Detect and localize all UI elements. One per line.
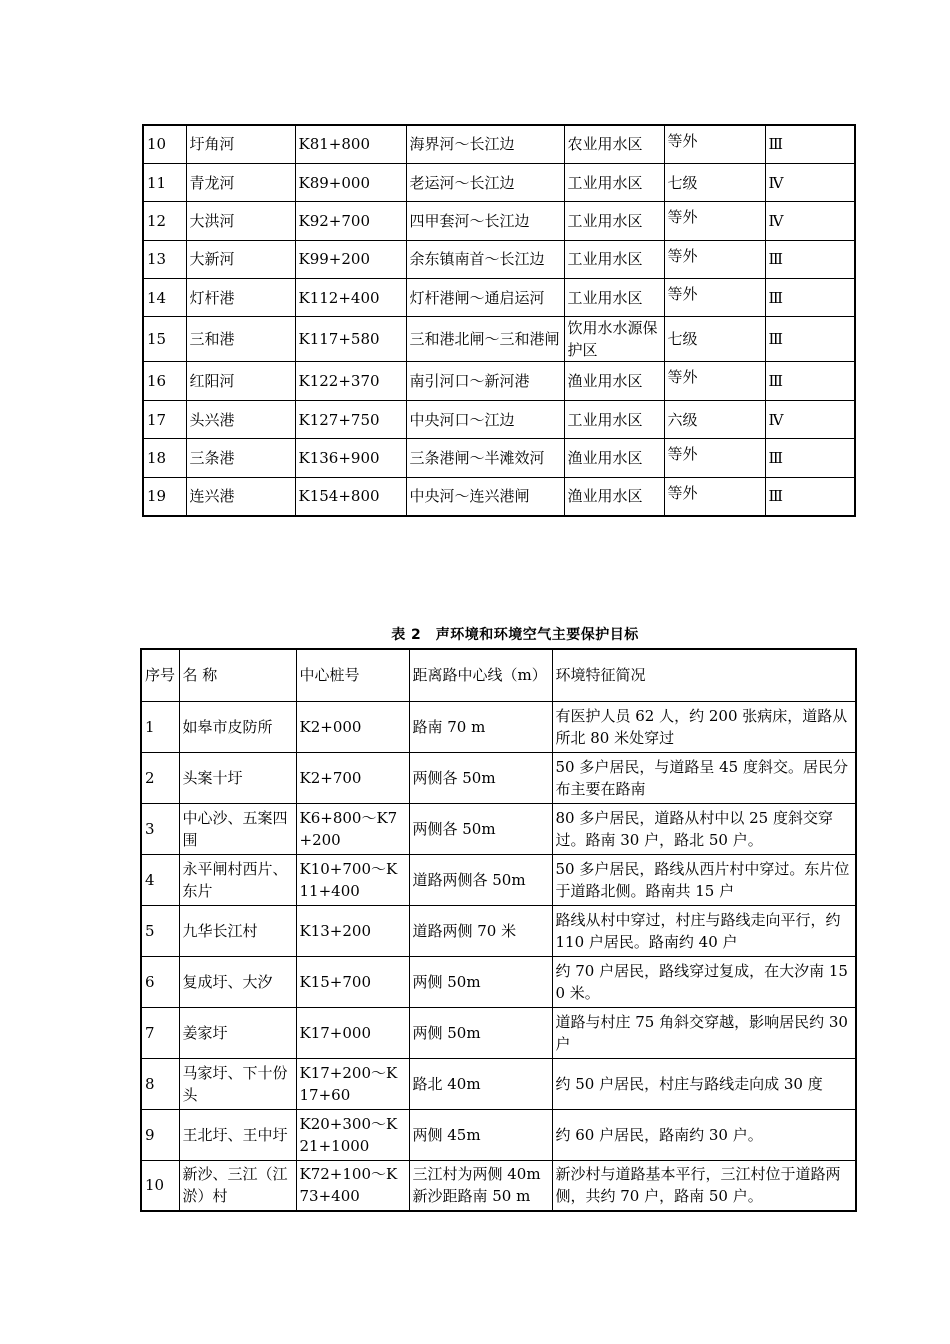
cell-class: Ⅲ	[765, 240, 855, 278]
cell-function: 渔业用水区	[564, 477, 664, 515]
cell-name: 姜家圩	[179, 1007, 296, 1058]
table-row	[143, 202, 855, 240]
cell-class: Ⅲ	[765, 439, 855, 477]
header-no: 序号	[141, 649, 179, 701]
cell-no: 8	[141, 1058, 179, 1109]
table-row	[141, 1160, 856, 1211]
cell-stake: K136+900	[295, 439, 406, 477]
table-row	[141, 803, 856, 854]
cell-no: 6	[141, 956, 179, 1007]
cell-desc: 新沙村与道路基本平行，三江村位于道路两侧，共约 70 户，路南 50 户。	[552, 1160, 856, 1211]
cell-section: 中央河口～江边	[406, 400, 564, 438]
cell-name: 连兴港	[186, 477, 295, 515]
cell-name: 马家圩、下十份头	[179, 1058, 296, 1109]
table-row	[143, 439, 855, 477]
cell-stake: K112+400	[295, 279, 406, 317]
cell-function: 工业用水区	[564, 202, 664, 240]
cell-distance: 路北 40m	[409, 1058, 552, 1109]
table-row	[143, 125, 855, 163]
cell-no: 16	[143, 362, 186, 400]
cell-stake: K92+700	[295, 202, 406, 240]
header-name: 名 称	[179, 649, 296, 701]
cell-section: 四甲套河～长江边	[406, 202, 564, 240]
cell-desc: 约 50 户居民，村庄与路线走向成 30 度	[552, 1058, 856, 1109]
table-row	[141, 752, 856, 803]
cell-grade: 等外	[664, 477, 765, 515]
cell-no: 10	[141, 1160, 179, 1211]
cell-distance: 路南 70 m	[409, 701, 552, 752]
cell-name: 头兴港	[186, 400, 295, 438]
cell-desc: 路线从村中穿过，村庄与路线走向平行，约 110 户居民。路南约 40 户	[552, 905, 856, 956]
cell-stake: K154+800	[295, 477, 406, 515]
water-function-table-body	[143, 125, 855, 516]
cell-desc: 50 多户居民，与道路呈 45 度斜交。居民分布主要在路南	[552, 752, 856, 803]
table-row	[141, 1007, 856, 1058]
cell-name: 大洪河	[186, 202, 295, 240]
cell-name: 复成圩、大汐	[179, 956, 296, 1007]
cell-name: 大新河	[186, 240, 295, 278]
cell-no: 5	[141, 905, 179, 956]
header-desc: 环境特征简况	[552, 649, 856, 701]
cell-stake: K89+000	[295, 163, 406, 201]
table-row	[143, 477, 855, 515]
cell-section: 老运河～长江边	[406, 163, 564, 201]
table-row	[141, 1109, 856, 1160]
cell-no: 9	[141, 1109, 179, 1160]
table-row	[143, 240, 855, 278]
header-distance: 距离路中心线（m）	[409, 649, 552, 701]
cell-desc: 有医护人员 62 人，约 200 张病床，道路从所北 80 米处穿过	[552, 701, 856, 752]
cell-stake: K81+800	[295, 125, 406, 163]
cell-distance: 道路两侧各 50m	[409, 854, 552, 905]
cell-stake: K15+700	[296, 956, 409, 1007]
cell-function: 饮用水水源保护区	[564, 317, 664, 362]
table-row	[141, 956, 856, 1007]
cell-class: Ⅲ	[765, 279, 855, 317]
cell-no: 12	[143, 202, 186, 240]
table-header-row	[141, 649, 856, 701]
cell-stake: K10+700～K11+400	[296, 854, 409, 905]
cell-stake: K17+000	[296, 1007, 409, 1058]
cell-no: 10	[143, 125, 186, 163]
cell-section: 灯杆港闸～通启运河	[406, 279, 564, 317]
cell-no: 7	[141, 1007, 179, 1058]
cell-name: 如皋市皮防所	[179, 701, 296, 752]
cell-grade: 等外	[664, 125, 765, 163]
cell-no: 13	[143, 240, 186, 278]
cell-grade: 等外	[664, 202, 765, 240]
cell-section: 三和港北闸～三和港闸	[406, 317, 564, 362]
cell-desc: 约 70 户居民，路线穿过复成，在大汐南 150 米。	[552, 956, 856, 1007]
cell-class: Ⅲ	[765, 125, 855, 163]
cell-grade: 七级	[664, 163, 765, 201]
cell-class: Ⅲ	[765, 362, 855, 400]
cell-desc: 50 多户居民，路线从西片村中穿过。东片位于道路北侧。路南共 15 户	[552, 854, 856, 905]
cell-section: 南引河口～新河港	[406, 362, 564, 400]
cell-distance: 两侧 50m	[409, 1007, 552, 1058]
table-row	[141, 905, 856, 956]
cell-no: 15	[143, 317, 186, 362]
cell-stake: K17+200～K17+60	[296, 1058, 409, 1109]
cell-stake: K127+750	[295, 400, 406, 438]
cell-distance: 两侧 50m	[409, 956, 552, 1007]
cell-class: Ⅳ	[765, 202, 855, 240]
cell-grade: 等外	[664, 362, 765, 400]
cell-function: 工业用水区	[564, 240, 664, 278]
table2-caption: 表 2 声环境和环境空气主要保护目标	[391, 627, 639, 643]
cell-no: 11	[143, 163, 186, 201]
protection-target-table-body	[141, 701, 856, 1211]
cell-name: 九华长江村	[179, 905, 296, 956]
table-row	[141, 1058, 856, 1109]
cell-stake: K122+370	[295, 362, 406, 400]
cell-name: 头案十圩	[179, 752, 296, 803]
cell-section: 海界河～长江边	[406, 125, 564, 163]
cell-function: 工业用水区	[564, 163, 664, 201]
protection-target-table	[140, 648, 857, 1212]
cell-grade: 等外	[664, 279, 765, 317]
cell-grade: 七级	[664, 317, 765, 362]
header-stake: 中心桩号	[296, 649, 409, 701]
cell-stake: K6+800～K7+200	[296, 803, 409, 854]
cell-no: 1	[141, 701, 179, 752]
cell-section: 余东镇南首～长江边	[406, 240, 564, 278]
cell-section: 三条港闸～半滩效河	[406, 439, 564, 477]
cell-stake: K13+200	[296, 905, 409, 956]
cell-name: 永平闸村西片、东片	[179, 854, 296, 905]
cell-name: 三和港	[186, 317, 295, 362]
cell-function: 工业用水区	[564, 400, 664, 438]
cell-no: 3	[141, 803, 179, 854]
cell-no: 17	[143, 400, 186, 438]
cell-grade: 等外	[664, 439, 765, 477]
cell-distance: 两侧各 50m	[409, 752, 552, 803]
table-row	[143, 362, 855, 400]
cell-name: 圩角河	[186, 125, 295, 163]
cell-name: 新沙、三江（江淤）村	[179, 1160, 296, 1211]
cell-function: 工业用水区	[564, 279, 664, 317]
cell-name: 红阳河	[186, 362, 295, 400]
cell-stake: K2+000	[296, 701, 409, 752]
table-row	[143, 163, 855, 201]
table-row	[143, 279, 855, 317]
cell-no: 19	[143, 477, 186, 515]
cell-no: 4	[141, 854, 179, 905]
cell-stake: K72+100～K73+400	[296, 1160, 409, 1211]
cell-no: 2	[141, 752, 179, 803]
cell-grade: 等外	[664, 240, 765, 278]
cell-no: 18	[143, 439, 186, 477]
cell-distance: 道路两侧 70 米	[409, 905, 552, 956]
cell-function: 渔业用水区	[564, 439, 664, 477]
table-row	[141, 854, 856, 905]
cell-class: Ⅳ	[765, 400, 855, 438]
cell-desc: 约 60 户居民，路南约 30 户。	[552, 1109, 856, 1160]
cell-function: 农业用水区	[564, 125, 664, 163]
cell-name: 三条港	[186, 439, 295, 477]
cell-class: Ⅲ	[765, 317, 855, 362]
cell-distance: 两侧 45m	[409, 1109, 552, 1160]
cell-desc: 80 多户居民，道路从村中以 25 度斜交穿过。路南 30 户，路北 50 户。	[552, 803, 856, 854]
table-row	[143, 400, 855, 438]
cell-name: 中心沙、五案四围	[179, 803, 296, 854]
table-row	[141, 701, 856, 752]
cell-distance: 两侧各 50m	[409, 803, 552, 854]
cell-desc: 道路与村庄 75 角斜交穿越，影响居民约 30 户	[552, 1007, 856, 1058]
cell-name: 灯杆港	[186, 279, 295, 317]
cell-class: Ⅲ	[765, 477, 855, 515]
cell-name: 青龙河	[186, 163, 295, 201]
cell-stake: K99+200	[295, 240, 406, 278]
cell-distance: 三江村为两侧 40m 新沙距路南 50 m	[409, 1160, 552, 1211]
cell-no: 14	[143, 279, 186, 317]
cell-function: 渔业用水区	[564, 362, 664, 400]
cell-stake: K2+700	[296, 752, 409, 803]
cell-section: 中央河～连兴港闸	[406, 477, 564, 515]
cell-stake: K117+580	[295, 317, 406, 362]
table-row	[143, 317, 855, 362]
cell-grade: 六级	[664, 400, 765, 438]
cell-name: 王北圩、王中圩	[179, 1109, 296, 1160]
cell-class: Ⅳ	[765, 163, 855, 201]
water-function-table	[142, 124, 856, 517]
cell-stake: K20+300～K21+1000	[296, 1109, 409, 1160]
